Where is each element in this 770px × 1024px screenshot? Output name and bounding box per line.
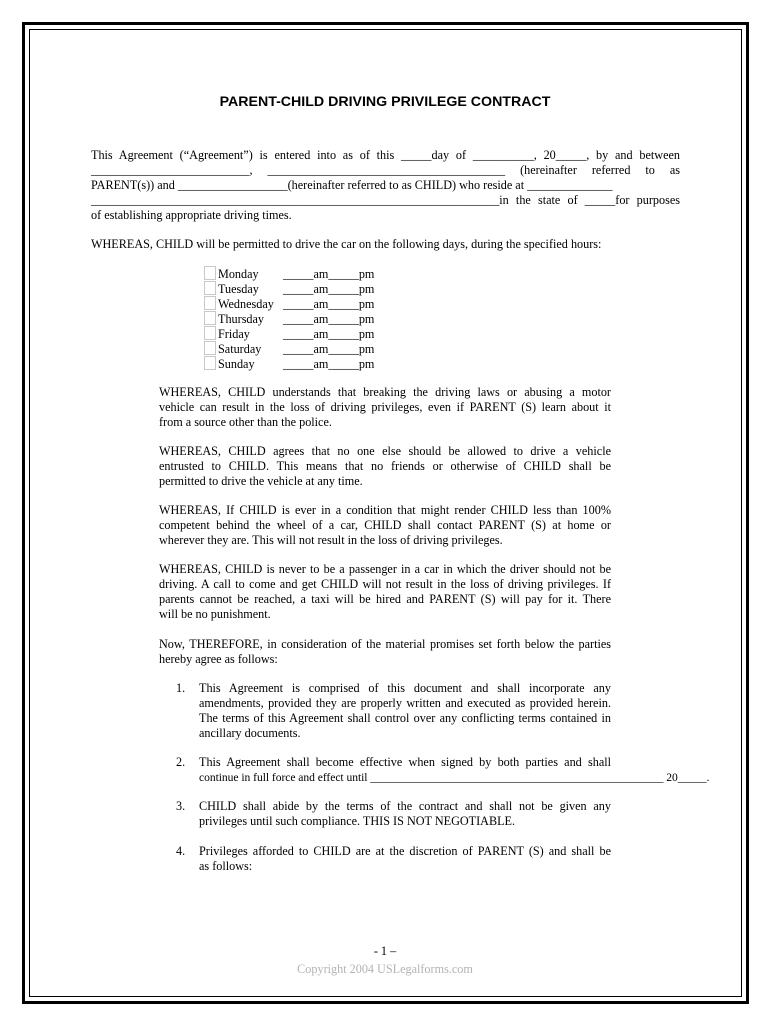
- item-number: 1.: [176, 681, 186, 695]
- paragraph-line: WHEREAS, CHILD agrees that no one else should be allowed to drive a vehicle: [159, 444, 611, 458]
- item-number: 2.: [176, 755, 186, 769]
- intro-line: ___________________________________________________________________in the state of _____for purposes: [91, 193, 680, 207]
- day-label: Tuesday: [218, 282, 259, 296]
- whereas-paragraph: [159, 444, 611, 489]
- therefore-paragraph: [159, 637, 611, 667]
- paragraph-line: will be no punishment.: [159, 607, 271, 621]
- paragraph-line: competent behind the wheel of a car, CHILD shall contact PARENT (S) at home or: [159, 518, 611, 532]
- intro-line: PARENT(s)) and __________________(hereinafter referred to as CHILD) who reside at ______________: [91, 178, 613, 192]
- paragraph-line: WHEREAS, CHILD is never to be a passenger in a car in which the driver should not be: [159, 562, 611, 576]
- day-checkbox[interactable]: [204, 311, 216, 325]
- agreement-item: [199, 844, 611, 874]
- item-line: privileges until such compliance. THIS IS NOT NEGOTIABLE.: [199, 814, 516, 828]
- agreement-item: [199, 755, 611, 770]
- day-label: Monday: [218, 267, 259, 281]
- paragraph-line: entrusted to CHILD. This means that no friends or otherwise of CHILD shall be: [159, 459, 611, 473]
- paragraph-line: WHEREAS, If CHILD is ever in a condition that might render CHILD less than 100%: [159, 503, 611, 517]
- intro-line: This Agreement (“Agreement”) is entered into as of this _____day of __________, 20_____, by and between: [91, 148, 680, 162]
- day-checkbox[interactable]: [204, 296, 216, 310]
- item-line: This Agreement is comprised of this document and shall incorporate any: [199, 681, 611, 695]
- whereas-days-statement: WHEREAS, CHILD will be permitted to drive the car on the following days, during the specified hours:: [91, 237, 602, 251]
- day-checkbox[interactable]: [204, 356, 216, 370]
- item-line: as follows:: [199, 859, 253, 873]
- time-blanks: _____am_____pm: [283, 312, 375, 326]
- day-checkbox[interactable]: [204, 266, 216, 280]
- time-blanks: _____am_____pm: [283, 282, 375, 296]
- day-label: Sunday: [218, 357, 255, 371]
- item-line: The terms of this Agreement shall control over any conflicting terms contained in: [199, 711, 611, 725]
- item-line: Privileges afforded to CHILD are at the discretion of PARENT (S) and shall be: [199, 844, 611, 858]
- paragraph-line: from a source other than the police.: [159, 415, 332, 429]
- page-number: - 1 –: [373, 944, 397, 958]
- paragraph-line: parents cannot be reached, a taxi will be hired and PARENT (S) will pay for it. There: [159, 592, 611, 606]
- copyright-notice: Copyright 2004 USLegalforms.com: [297, 962, 473, 976]
- whereas-paragraph: [159, 503, 611, 548]
- intro-line: __________________________, _______________________________________ (hereinafter referred to as: [91, 163, 680, 177]
- document-title: PARENT-CHILD DRIVING PRIVILEGE CONTRACT: [219, 94, 551, 110]
- day-checkbox[interactable]: [204, 326, 216, 340]
- time-blanks: _____am_____pm: [283, 342, 375, 356]
- day-label: Thursday: [218, 312, 265, 326]
- item-line: This Agreement shall become effective when signed by both parties and shall: [199, 755, 611, 769]
- item-line: ancillary documents.: [199, 726, 301, 740]
- day-label: Friday: [218, 327, 250, 341]
- item-line: CHILD shall abide by the terms of the contract and shall not be given any: [199, 799, 611, 813]
- agreement-item: [199, 681, 611, 741]
- whereas-paragraph: [159, 385, 611, 430]
- time-blanks: _____am_____pm: [283, 327, 375, 341]
- time-blanks: _____am_____pm: [283, 267, 375, 281]
- paragraph-line: Now, THEREFORE, in consideration of the material promises set forth below the parties: [159, 637, 611, 651]
- intro-line: of establishing appropriate driving times.: [91, 208, 292, 222]
- item-line: continue in full force and effect until ___________________________________________________ 20_____.: [199, 771, 710, 784]
- day-checkbox[interactable]: [204, 281, 216, 295]
- time-blanks: _____am_____pm: [283, 297, 375, 311]
- paragraph-line: driving. A call to come and get CHILD will not result in the loss of driving privileges. If: [159, 577, 611, 591]
- paragraph-line: vehicle can result in the loss of driving privileges, even if PARENT (S) learn about it: [159, 400, 611, 414]
- whereas-paragraph: [159, 562, 611, 622]
- day-checkbox[interactable]: [204, 341, 216, 355]
- paragraph-line: wherever they are. This will not result in the loss of driving privileges.: [159, 533, 503, 547]
- paragraph-line: WHEREAS, CHILD understands that breaking the driving laws or abusing a motor: [159, 385, 611, 399]
- paragraph-line: permitted to drive the vehicle at any time.: [159, 474, 363, 488]
- paragraph-line: hereby agree as follows:: [159, 652, 278, 666]
- item-number: 3.: [176, 799, 186, 813]
- time-blanks: _____am_____pm: [283, 357, 375, 371]
- day-label: Wednesday: [218, 297, 274, 311]
- item-line: amendments, provided they are properly written and executed as provided herein.: [199, 696, 611, 710]
- day-label: Saturday: [218, 342, 262, 356]
- item-number: 4.: [176, 844, 186, 858]
- agreement-item: [199, 799, 611, 829]
